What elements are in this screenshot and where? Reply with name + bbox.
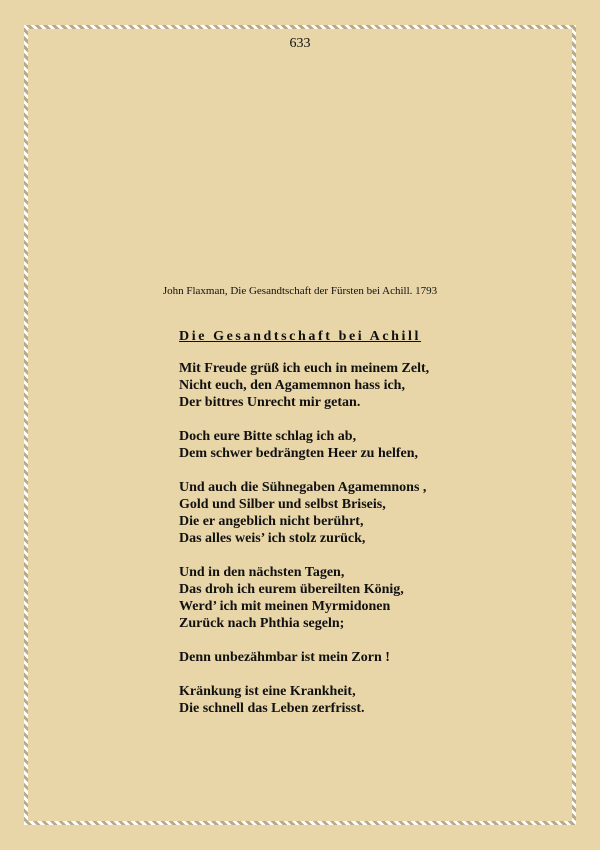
poem-line: Die er angeblich nicht berührt, bbox=[179, 514, 364, 529]
poem-line: Doch eure Bitte schlag ich ab, bbox=[179, 429, 357, 444]
stanza bbox=[179, 428, 559, 462]
poem-line: Zurück nach Phthia segeln; bbox=[179, 616, 345, 631]
stanza bbox=[179, 479, 559, 547]
poem-line: Dem schwer bedrängten Heer zu helfen, bbox=[179, 446, 418, 461]
poem-line: Und in den nächsten Tagen, bbox=[179, 565, 345, 580]
poem-line: Werd’ ich mit meinen Myrmidonen bbox=[179, 599, 391, 614]
poem-title: Die Gesandtschaft bei Achill bbox=[179, 329, 421, 344]
poem-line: Kränkung ist eine Krankheit, bbox=[179, 684, 356, 699]
poem-line: Die schnell das Leben zerfrisst. bbox=[179, 701, 365, 716]
poem-line: Der bittres Unrecht mir getan. bbox=[179, 395, 361, 410]
page-number: 633 bbox=[289, 36, 311, 51]
stanza bbox=[179, 360, 559, 411]
stanza bbox=[179, 649, 559, 666]
stanza bbox=[179, 683, 559, 717]
poem-line: Das droh ich eurem übereilten König, bbox=[179, 582, 404, 597]
image-caption: John Flaxman, Die Gesandtschaft der Fürsten bei Achill. 1793 bbox=[162, 285, 438, 297]
poem-line: Denn unbezähmbar ist mein Zorn ! bbox=[179, 650, 390, 665]
poem-line: Und auch die Sühnegaben Agamemnons , bbox=[179, 480, 427, 495]
poem-body bbox=[179, 360, 559, 734]
stanza bbox=[179, 564, 559, 632]
poem-line: Mit Freude grüß ich euch in meinem Zelt, bbox=[179, 361, 430, 376]
poem-line: Das alles weis’ ich stolz zurück, bbox=[179, 531, 366, 546]
poem-line: Gold und Silber und selbst Briseis, bbox=[179, 497, 386, 512]
poem-line: Nicht euch, den Agamemnon hass ich, bbox=[179, 378, 405, 393]
